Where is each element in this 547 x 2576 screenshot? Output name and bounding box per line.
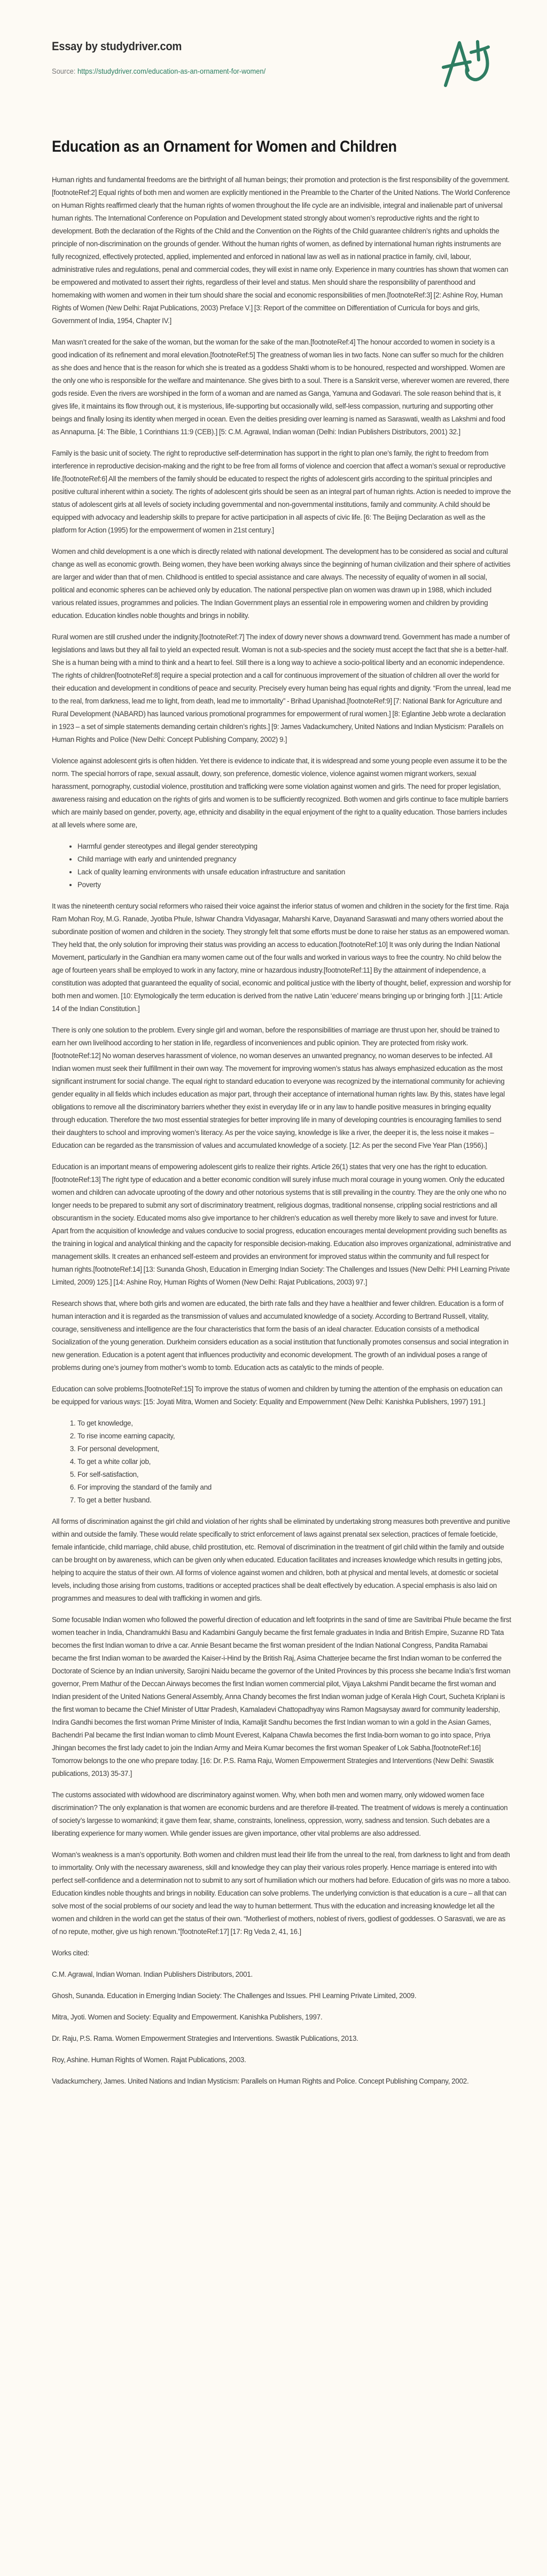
paragraph: All forms of discrimination against the girl child and violation of her rights shall be eliminated by undertaking strong measures both preventive and punitive within and outside the family. These would relate specifically to strict enforcement of laws against prenatal sex selection, practices of female foeticide, female infanticide, child marriage, child abuse, child prostitution, etc. Removal of discrimination in the treatment of girl child within the family and outside can be brought on by awareness, which can be given only when educated. Education facilitates and increases knowledge which results in getting jobs, helping to acquire the status of their own. All forms of violence against women and children, both at physical and mental levels, at domestic or societal levels, including those arising from customs, traditions or accepted practices shall be dealt effectively by education. A special emphasis is also laid on programmes and measures to deal with trafficking in women and girls. [52,1517,510,1602]
list-item: 5. For self-satisfaction, [77,1468,511,1481]
list-item: • Harmful gender stereotypes and illegal gender stereotyping [77,840,511,853]
barriers-list [52,840,511,891]
paragraph: Family is the basic unit of society. The right to reproductive self-determination has support in the right to plan one’s family, the right to freedom from interference in reproductive decision-making and the right to be free from all forms of violence and coercion that affect a woman’s sexual or reproductive life.[footnoteRef:6] All the members of the family should be educated to respect the rights of adolescent girls according to the spiritual principles and positive cultural inherent within a society. The rights of adolescent girls should be seen as an integral part of human rights. Action is needed to improve the status of adolescent girls at all levels of society including governmental and non-governmental institutions, family and community. A child should be equipped with advocacy and leadership skills to prepare for active participation in all aspects of civic life. [6: The Beijing Declaration as well as the platform for Action (1995) for the empowerment of women in 21st century.] [52,449,511,534]
paragraph: Woman’s weakness is a man’s opportunity. Both women and children must lead their life from the unreal to the real, from darkness to light and from death to immortality. Only with the necessary awareness, skill and knowledge they can play their various roles properly. Hence marriage is entered into with perfect self-confidence and a determination not to submit to any sort of humiliation which our mothers had before. Education of girls was no more a taboo. Education kindles noble thoughts and brings in nobility. Education can solve problems. The underlying conviction is that education is a cure – all that can solve most of the social problems of our society and lead the way to human betterment. Thus with the education and increasing knowledge let all the women and children in the world can get the status of their own. “Motherliest of mothers, noblest of rivers, godliest of goddesses. O Sarasvati, we are as of no repute, mother, give us high renown.”[footnoteRef:17] [17: Rg Veda 2, 41, 16.] [52,1851,511,1936]
source-link[interactable]: https://studydriver.com/education-as-an-ornament-for-women/ [77,67,266,75]
essay-body [52,174,511,2096]
paragraph: Man wasn’t created for the sake of the woman, but the woman for the sake of the man.[footnoteRef:4] The honour accorded to women in society is a good indication of its refinement and moral elevation.[footnoteRef:5] The greatness of woman lies in two facts. None can suffer so much for the children as she does and hence that is the reason for which she is treated as a goddess Shakti whom is to be honoured, respected and worshipped. Women are the only one who is responsible for the welfare and maintenance. She gives birth to a soul. There is a Sanskrit verse, wherever women are revered, there gods reside. Even the rivers are worshiped in the form of a woman and are named as Ganga, Yamuna and Godavari. The sole reason behind that is, it gives life, it maintains its flow through out, it is mysterious, life-supporting but occasionally wild, self-less compassion, nurturing and supporting other beings and finally losing its identity when merged in ocean. Even the deities presiding over learning is named as Saraswati, wealth as Lakshmi and food as Annapurna. [4: The Bible, 1 Corinthians 11:9 (CEB).] [5: C.M. Agrawal, Indian woman (Delhi: Indian Publishers Distributors, 2001) 32.] [52,338,510,436]
paragraph: Education is an important means of empowering adolescent girls to realize their rights. Article 26(1) states that very one has the right to education.[footnoteRef:13] The right type of education and a better economic condition will surely infuse much moral courage in young women. Only the educated women and children can advocate uprooting of the dowry and other notorious systems that is still prevailing in the country. They are the only one who no longer needs to be prepared to submit any sort of discriminatory treatment, religious dogmas, traditional nonsense, crippling social restrictions and all obscurantism in the society. Educated moms also give importance to her children's education as well thereby more likely to save and invest for future. Apart from the acquisition of knowledge and values conducive to social progress, education encourages mental development providing such benefits as the training in logical and analytical thinking and the capacity for responsible decision-making. Education also improves organizational, administrative and management skills. It creates an enhanced self-esteem and provides an environment for improved status within the community and full respect for human rights.[footnoteRef:14] [13: Sunanda Ghosh, Education in Emerging Indian Society: The Challenges and Issues (New Delhi: PHI Learning Private Limited, 2009) 125.] [14: Ashine Roy, Human Rights of Women (New Delhi: Rajat Publications, 2003) 97.] [52,1163,511,1286]
ways-list [52,1417,511,1507]
source-label: Source: [52,67,77,75]
citation: Ghosh, Sunanda. Education in Emerging Indian Society: The Challenges and Issues. PHI Learning Private Limited, 2009. [52,1992,417,2000]
works-cited-heading: Works cited: [52,1949,89,1957]
essay-title: Education as an Ornament for Women and Children [52,138,397,155]
paragraph: Women and child development is a one which is directly related with national development. The development has to be considered as social and cultural change as well as economic growth. Being women, they have been working always since the beginning of human civilization and their sphere of activities are larger and wider than that of men. Childhood is entitled to special assistance and care always. The necessity of equality of women in all social, political and economic spheres can be achieved only by education. The national perspective plan on women was drawn up in 1988, which included various related issues, programmes and policies. The Indian Government plays an essential role in empowering women and children by providing education. Education kindles noble thoughts and brings in nobility. [52,547,511,620]
list-item: 1. To get knowledge, [77,1417,511,1430]
citation: C.M. Agrawal, Indian Woman. Indian Publishers Distributors, 2001. [52,1970,253,1978]
list-item: • Poverty [77,879,511,891]
paragraph: Education can solve problems.[footnoteRef:15] To improve the status of women and children by turning the attention of the emphasis on education can be equipped for various ways: [15: Joyati Mitra, Women and Society: Equality and Empowernment (New Delhi: Kanishka Publishers, 1997) 191.] [52,1385,503,1406]
paragraph: Rural women are still crushed under the indignity.[footnoteRef:7] The index of dowry never shows a downward trend. Government has made a number of legislations and laws but they all fail to yield an expected result. Woman is not a sub-species and the society must accept the fact that she is a better-half. She is a human being with a mind to think and a heart to feel. Still there is a long way to achieve a socio-political liberty and an economic independence. The rights of children[footnoteRef:8] require a special protection and a call for continuous improvement of the situation of children all over the world for their education and development in conditions of peace and security. Precisely every human being has equal rights and dignity. “From the unreal, lead me to the real, from darkness, lead me to light, from death, lead me to immortality” - Brihad Upanishad.[footnoteRef:9] [7: National Bank for Agriculture and Rural Development (NABARD) has launced various promotional programmes for empowerment of rural women.] [8: Eglantine Jebb wrote a declaration in 1923 – a set of simple statements demanding certain children’s rights.] [9: James Vadackumchery, United Nations and Indian Mysticism: Parallels on Human Rights and Police (New Delhi: Concept Publishing Company, 2002) 9.] [52,633,511,743]
list-item: 2. To rise income earning capacity, [77,1430,511,1443]
brand-title: Essay by studydriver.com [52,40,182,53]
list-item: 4. To get a white collar job, [77,1455,511,1468]
citation: Roy, Ashine. Human Rights of Women. Rajat Publications, 2003. [52,2056,246,2064]
a-plus-grade-icon [441,36,497,88]
citation: Mitra, Jyoti. Women and Society: Equality and Empowerment. Kanishka Publishers, 1997. [52,2013,323,2021]
list-item: • Child marriage with early and unintended pregnancy [77,853,511,866]
citation: Dr. Raju, P.S. Rama. Women Empowerment Strategies and Interventions. Swastik Publications, 2013. [52,2034,358,2042]
paragraph: It was the nineteenth century social reformers who raised their voice against the inferior status of women and children in the society for the first time. Raja Ram Mohan Roy, M.G. Ranade, Jyotiba Phule, Ishwar Chandra Vidyasagar, Maharshi Karve, Dayanand Saraswati and many others worried about the subordinate position of women and children in the society. They strongly felt that some efforts must be done to raise her status as an empowered woman. They held that, the only solution for improving their status was providing an access to education.[footnoteRef:10] It was only during the Indian National Movement, particularly in the Gandhian era many women came out of the four walls and worked in various ways to free the country. No child below the age of fourteen years shall be employed to work in any factory, mine or hazardous industry.[footnoteRef:11] By the attainment of independence, a constitution was adopted that guaranteed the equality of social, economic and political justice with the liberty of thought, belief, expression and worship for both men and women. [10: Etymologically the term education is derived from the native Latin ‘educere’ means bringing up or bringing forth .] [11: Article 14 of the Indian Constitution.] [52,902,511,1013]
paragraph: Some focusable Indian women who followed the powerful direction of education and left footprints in the sand of time are Savitribai Phule became the first women teacher in India, Chandramukhi Basu and Kadambini Ganguly became the first female graduates in India and British Empire, Suzanne RD Tata becomes the first Indian woman to drive a car. Annie Besant became the first woman president of the Indian National Congress, Pandita Ramabai became the first Indian woman to be awarded the Kaiser-i-Hind by the British Raj, Asima Chatterjee became the first Indian woman to be conferred the Doctorate of Science by an Indian university, Sarojini Naidu became the governor of the United Provinces by this process she became India’s first woman governor, Prem Mathur of the Deccan Airways becomes the first Indian women commercial pilot, Vijaya Lakshmi Pandit became the first woman and Indian president of the United Nations General Assembly, Anna Chandy becomes the first Indian woman judge of Kerala High Court, Sucheta Kriplani is the first woman to became the Chief Minister of Uttar Pradesh, Kamaladevi Chattopadhyay wins Ramon Magsaysay award for community leadership, Indira Gandhi becomes the first woman Prime Minister of India, Kamaljit Sandhu becomes the first Indian woman to win a gold in the Asian Games, Bachendri Pal became the first Indian woman to climb Mount Everest, Kalpana Chawla becomes the first India-born woman to go into space, Priya Jhingan becomes the first lady cadet to join the Indian Army and Meira Kumar becomes the first woman Speaker of Lok Sabha.[footnoteRef:16] Tomorrow belongs to the one who prepare today. [16: Dr. P.S. Rama Raju, Women Empowerment Strategies and Interventions (New Delhi: Swastik publications, 2013) 35-37.] [52,1616,511,1778]
paragraph: Human rights and fundamental freedoms are the birthright of all human beings; their promotion and protection is the first responsibility of the government.[footnoteRef:2] Equal rights of both men and women are explicitly mentioned in the Preamble to the Charter of the United Nations. The World Conference on Human Rights reaffirmed clearly that the human rights of women throughout the life cycle are an indivisible, integral and inalienable part of universal human rights. The International Conference on Population and Development stated strongly about women’s reproductive rights and the right to development. Both the declaration of the Rights of the Child and the Convention on the Rights of the Child guarantee children’s rights and upholds the principle of non-discrimination on the grounds of gender. Without the human rights of women, as defined by international human rights instruments are fully recognized, effectively protected, applied, implemented and enforced in national law as well as in national practice in family, civil, labour, administrative rules and regulations, penal and commercial codes, they will exist in name only. Experience in many countries has shown that women can be empowered and motivated to assert their rights, regardless of their level and status. Men should share the responsibility of parenthood and homemaking with women and women in their turn should share the social and economic responsibilities of men.[footnoteRef:3] [2: Ashine Roy, Human Rights of Women (New Delhi: Rajat Publications, 2003) Preface V.] [3: Report of the committee on Differentiation of Curricula for boys and girls, Government of India, 1954, Chapter IV.] [52,176,510,325]
list-item: 7. To get a better husband. [77,1494,511,1507]
list-item: 3. For personal development, [77,1443,511,1455]
paragraph: Violence against adolescent girls is often hidden. Yet there is evidence to indicate that, it is widespread and some young people even assume it to be the norm. The special horrors of rape, sexual assault, dowry, son preference, domestic violence, violence against women migrant workers, sexual harassment, pornography, custodial violence, prostitution and trafficking were some violation against women and girls. The need for proper legislation, awareness raising and education on the rights of girls and women is to be sufficiently recognized. Both women and girls continue to face multiple barriers which are mainly based on gender, poverty, age, ethnicity and disability in the equal enjoyment of the right to a quality education. Those barriers includes at all levels where some are, [52,757,509,829]
list-item: • Lack of quality learning environments with unsafe education infrastructure and sanitation [77,866,511,879]
paragraph: Research shows that, where both girls and women are educated, the birth rate falls and they have a healthier and fewer children. Education is a form of human interaction and it is regarded as the transmission of values and accumulated knowledge of a society. According to Bertrand Russell, vitality, courage, sensitiveness and intelligence are the four characteristics that form the basis of an ideal character. Education consists of a methodical Socialization of the young generation. Durkheim considers education as a social institution that functionally promotes consensus and social integration in new generation. Education is a potent agent that influences productivity and economic development. The growth of an individual poses a range of problems during one’s journey from mother’s womb to tomb. Education acts as catalytic to the minds of people. [52,1299,509,1372]
citation: Vadackumchery, James. United Nations and Indian Mysticism: Parallels on Human Rights and Police. Concept Publishing Company, 2002. [52,2077,469,2085]
paragraph: There is only one solution to the problem. Every single girl and woman, before the responsibilities of marriage are thrust upon her, should be trained to earn her own livelihood according to her station in life, regardless of inconveniences and public opinion. They are protected from risky work.[footnoteRef:12] No woman deserves harassment of violence, no woman deserves an unwanted pregnancy, no woman deserves to be infected. All Indian women must seek their fulfillment in their own way. The movement for improving women’s status has always emphasized education as the most significant instrument for social change. The equal right to standard education to everyone was recognized by the international community for achieving gender equality in all fields which includes education as major part, through their acceptance of international human rights law. By this, states have legal obligations to remove all the discriminatory barriers whether they exist in everyday life or in any law to handle positive measures in bringing equality through education. Therefore the two most essential strategies for better improving life in many of developing countries is encouraging families to send their daughters to school and improving women’s literacy. As per the voice saying, knowledge is like a river, the deeper it is, the less noise it makes – Education can be regarded as the transmission of values and accumulated knowledge of a society. [12: As per the second Five Year Plan (1956).] [52,1026,505,1149]
paragraph: The customs associated with widowhood are discriminatory against women. Why, when both men and women marry, only widowed women face discrimination? The only explanation is that women are economic burdens and are therefore ill-treated. The treatment of widows is merely a continuation of society’s largesse to womankind; it gave them fear, shame, constraints, loneliness, oppression, worry, sadness and tension. Such debates are a liberating experience for many women. While gender issues are given importance, other vital problems are also addressed. [52,1791,508,1837]
list-item: 6. For improving the standard of the family and [77,1481,511,1494]
